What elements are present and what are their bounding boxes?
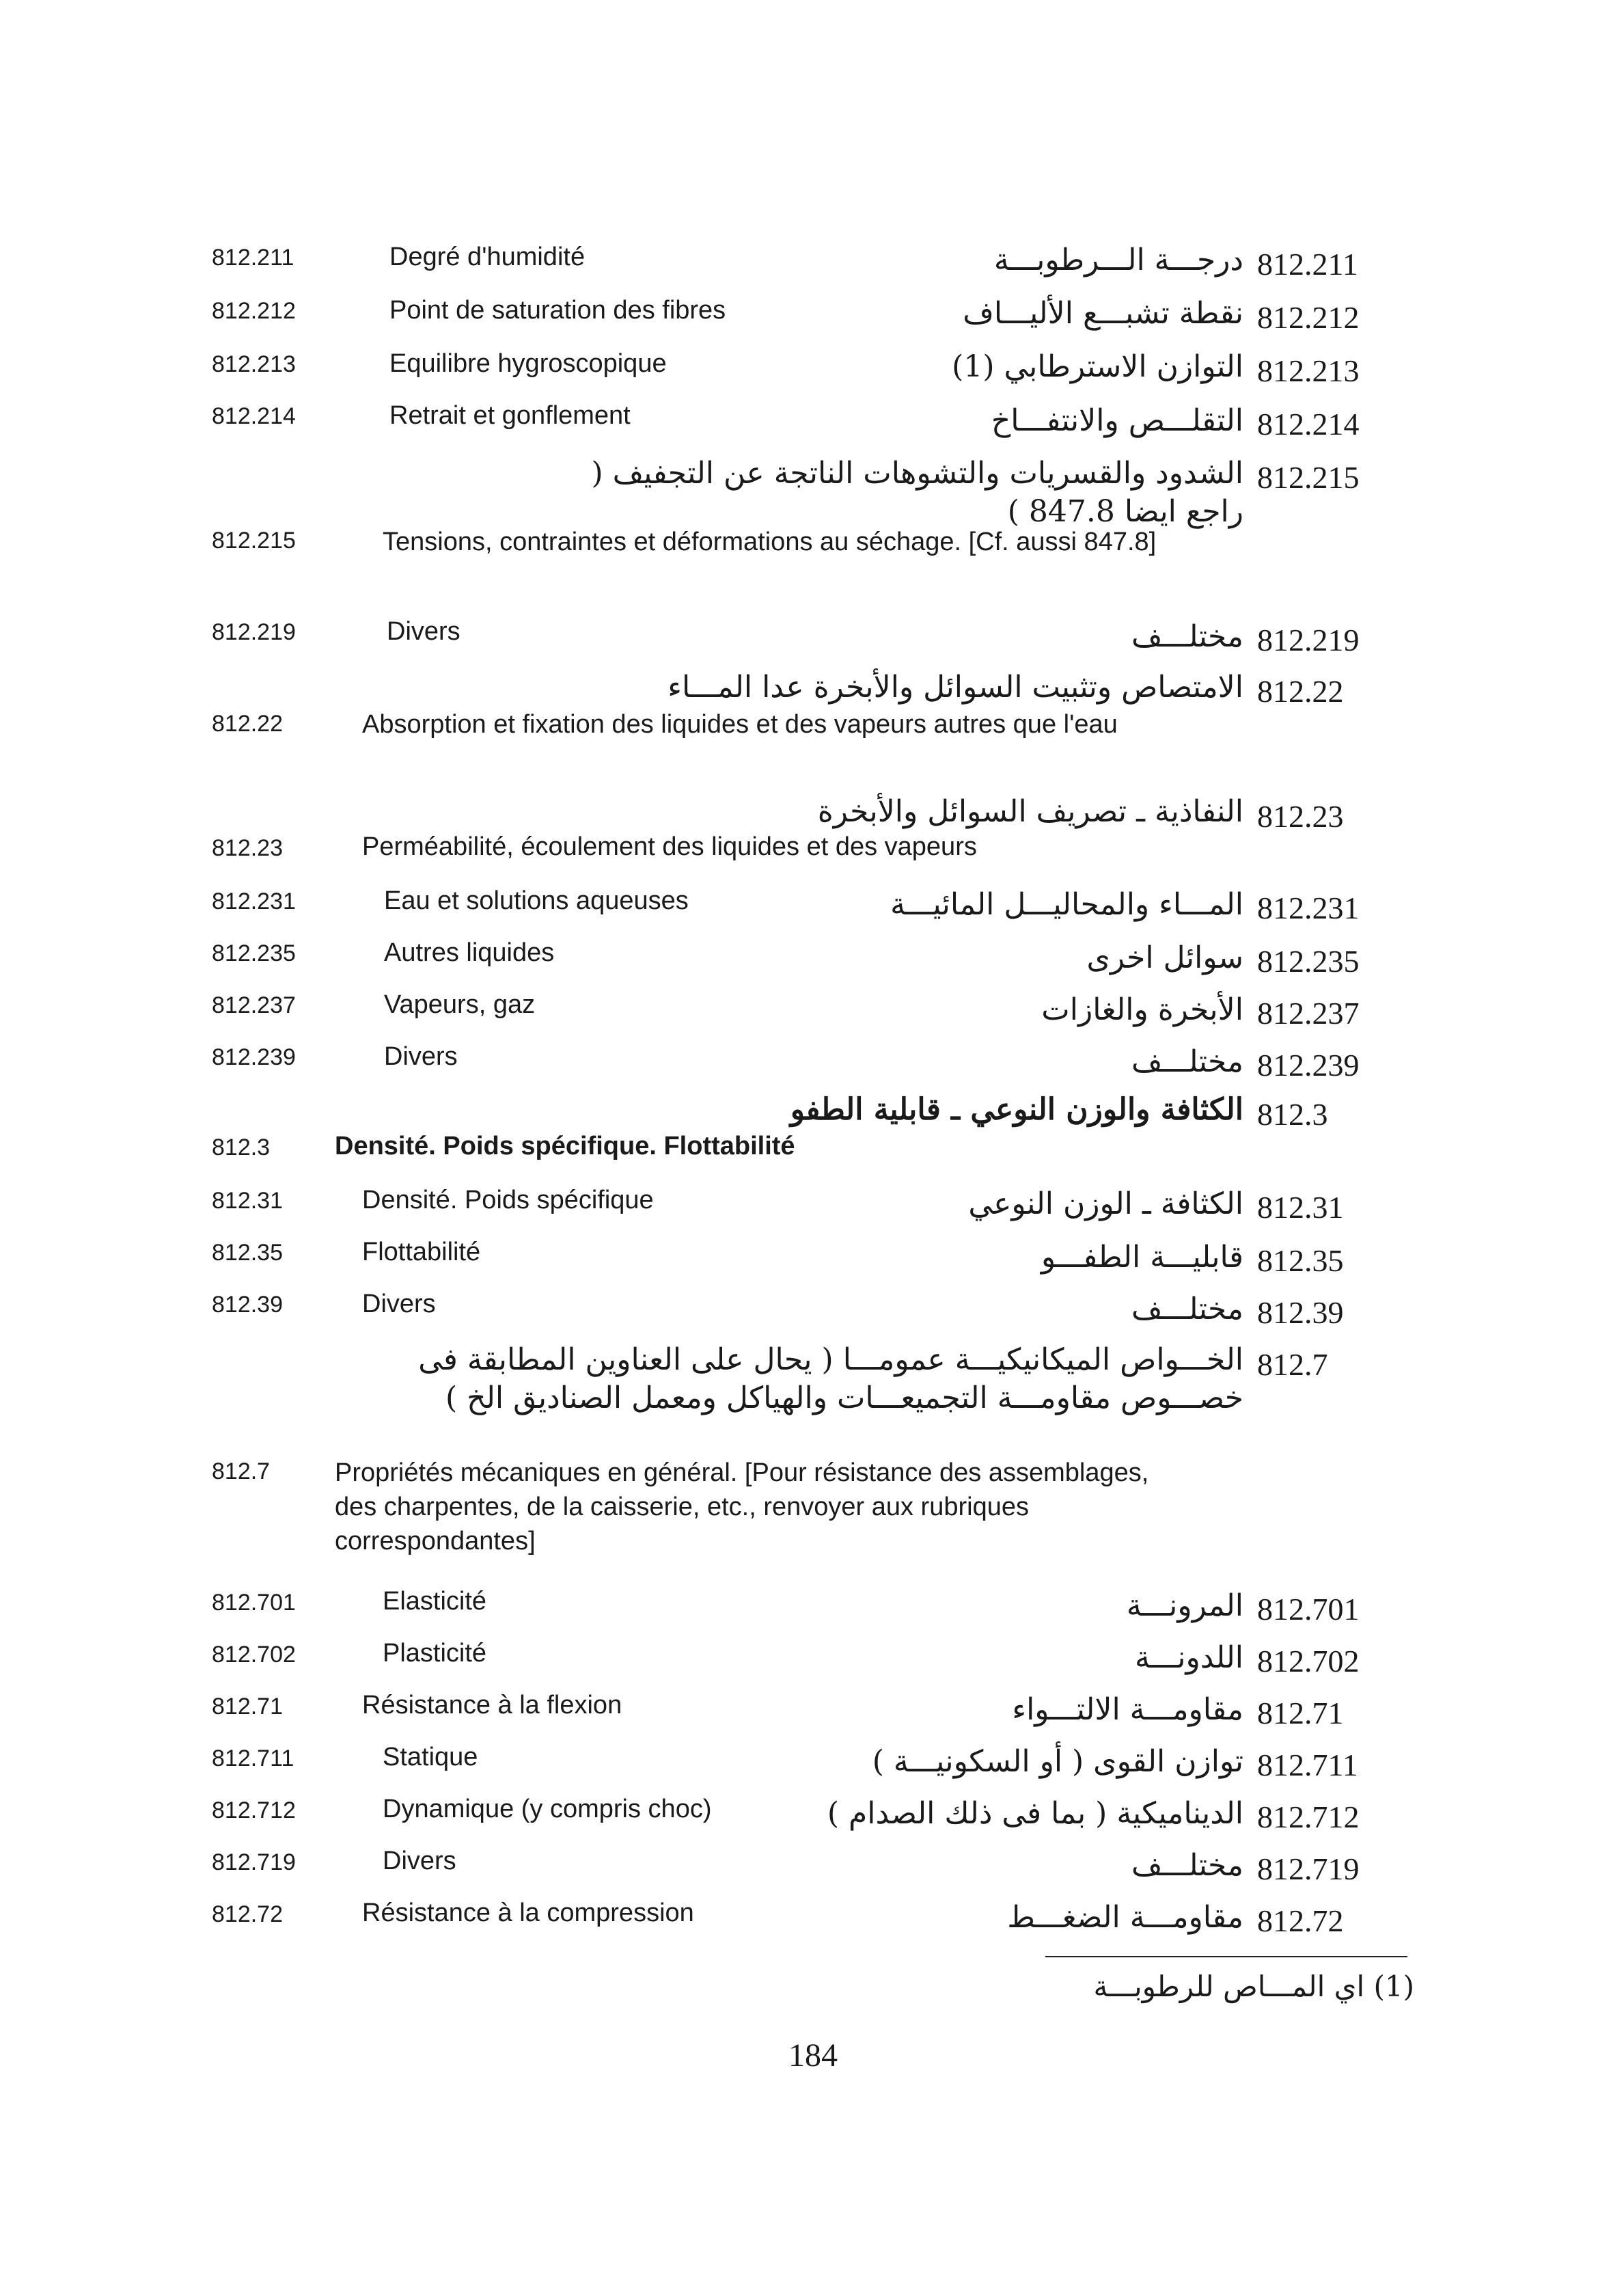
arabic-entry-number: 812.219 xyxy=(1257,623,1360,657)
arabic-entry-number: 812.35 xyxy=(1257,1243,1344,1278)
entry-number: 812.7 xyxy=(212,1458,271,1484)
entry-number: 812.702 xyxy=(212,1642,296,1668)
french-term: Point de saturation des fibres xyxy=(389,296,726,325)
french-term: Elasticité xyxy=(383,1587,487,1616)
entry-number: 812.71 xyxy=(212,1694,283,1719)
french-term: Dynamique (y compris choc) xyxy=(383,1795,712,1823)
arabic-term: سوائل اخرى xyxy=(1086,940,1243,975)
arabic-entry-number: 812.23 xyxy=(1257,799,1344,834)
french-heading: Propriétés mécaniques en général. [Pour résistance des assemblages, des charpentes, de la caisserie, etc., renvoyer aux rubriques correspondantes] xyxy=(335,1458,1149,1555)
arabic-entry-number: 812.237 xyxy=(1257,996,1360,1031)
entry-number: 812.211 xyxy=(212,245,294,271)
arabic-entry-number: 812.22 xyxy=(1257,674,1344,709)
arabic-entry-number: 812.39 xyxy=(1257,1295,1344,1330)
footnote: (1) اي المـــاص للرطوبـــة xyxy=(1093,1970,1414,2003)
entry-number: 812.212 xyxy=(212,298,296,324)
entry-number: 812.23 xyxy=(212,835,283,861)
entry-number: 812.237 xyxy=(212,992,296,1018)
french-term: Degré d'humidité xyxy=(389,243,586,271)
arabic-entry-number: 812.213 xyxy=(1257,353,1360,388)
arabic-term: المرونـــة xyxy=(1126,1588,1243,1623)
arabic-entry-number: 812.3 xyxy=(1257,1097,1328,1132)
entry-number: 812.72 xyxy=(212,1901,283,1927)
french-term: Plasticité xyxy=(383,1639,487,1668)
entry-number: 812.213 xyxy=(212,351,296,377)
arabic-term: الديناميكية ( بما فى ذلك الصدام ) xyxy=(827,1796,1243,1831)
entry-number: 812.711 xyxy=(212,1745,294,1771)
french-term: Perméabilité, écoulement des liquides et des vapeurs xyxy=(362,832,977,861)
arabic-entry-number: 812.31 xyxy=(1257,1190,1344,1225)
arabic-term: مختلـــف xyxy=(1131,1848,1243,1883)
arabic-term: مقاومـــة الضغـــط xyxy=(1007,1900,1243,1935)
french-term: Divers xyxy=(383,1847,456,1875)
french-term: Divers xyxy=(362,1290,436,1318)
arabic-entry-number: 812.72 xyxy=(1257,1903,1344,1938)
arabic-entry-number: 812.214 xyxy=(1257,407,1360,441)
arabic-entry-number: 812.231 xyxy=(1257,891,1360,925)
arabic-term: نقطة تشبـــع الأليـــاف xyxy=(963,296,1243,331)
french-term: Tensions, contraintes et déformations au séchage. [Cf. aussi 847.8] xyxy=(383,528,1157,556)
entry-number: 812.22 xyxy=(212,711,283,737)
arabic-term: درجـــة الـــرطوبـــة xyxy=(993,243,1243,277)
arabic-entry-number: 812.711 xyxy=(1257,1748,1358,1782)
arabic-entry-number: 812.7 xyxy=(1257,1347,1328,1382)
footnote-divider xyxy=(1045,1956,1407,1957)
arabic-term: التقلـــص والانتفـــاخ xyxy=(991,403,1243,438)
entry-number: 812.39 xyxy=(212,1292,283,1318)
arabic-term: الشدود والقسريات والتشوهات الناتجة عن التجفيف ( راجع ايضا 847.8 ) xyxy=(591,456,1243,529)
arabic-entry-number: 812.702 xyxy=(1257,1644,1360,1678)
arabic-term: النفاذية ـ تصريف السوائل والأبخرة xyxy=(817,794,1243,829)
entry-number: 812.35 xyxy=(212,1240,283,1266)
french-term: Divers xyxy=(384,1042,458,1071)
french-term: Résistance à la compression xyxy=(362,1899,694,1927)
entry-number: 812.31 xyxy=(212,1188,283,1214)
french-term: Flottabilité xyxy=(362,1238,481,1266)
arabic-term: مختلـــف xyxy=(1131,1044,1243,1079)
arabic-term: الامتصاص وتثبيت السوائل والأبخرة عدا المـــاء xyxy=(668,670,1243,705)
french-term: Autres liquides xyxy=(384,938,555,967)
entry-number: 812.701 xyxy=(212,1590,296,1616)
arabic-entry-number: 812.719 xyxy=(1257,1851,1360,1886)
arabic-term: مختلـــف xyxy=(1131,1292,1243,1327)
entry-number: 812.712 xyxy=(212,1797,296,1823)
french-term: Equilibre hygroscopique xyxy=(389,349,667,378)
french-term: Statique xyxy=(383,1743,478,1771)
entry-number: 812.231 xyxy=(212,888,296,914)
entry-number: 812.239 xyxy=(212,1044,296,1070)
arabic-entry-number: 812.212 xyxy=(1257,300,1360,335)
arabic-heading: الخـــواص الميكانيكيـــة عمومـــا ( يحال على العناوين المطابقة فى خصـــوص مقاومـــة التجميعـــات والهياكل ومعمل الصناديق الخ ) xyxy=(418,1342,1243,1415)
french-term: Résistance à la flexion xyxy=(362,1691,622,1719)
arabic-term: الأبخرة والغازات xyxy=(1041,992,1243,1027)
arabic-entry-number: 812.235 xyxy=(1257,944,1360,979)
arabic-entry-number: 812.215 xyxy=(1257,460,1360,495)
french-term: Retrait et gonflement xyxy=(389,401,631,430)
arabic-term: الكثافة ـ الوزن النوعي xyxy=(968,1186,1243,1221)
arabic-entry-number: 812.701 xyxy=(1257,1592,1360,1627)
entry-number: 812.219 xyxy=(212,619,296,645)
french-heading: Densité. Poids spécifique. Flottabilité xyxy=(335,1132,795,1160)
arabic-entry-number: 812.71 xyxy=(1257,1696,1344,1730)
arabic-term: قابليـــة الطفـــو xyxy=(1041,1240,1243,1275)
entry-number: 812.214 xyxy=(212,403,296,429)
entry-number: 812.719 xyxy=(212,1849,296,1875)
entry-number: 812.215 xyxy=(212,528,296,554)
french-term: Vapeurs, gaz xyxy=(384,990,536,1019)
arabic-term: اللدونـــة xyxy=(1134,1640,1243,1675)
arabic-term: التوازن الاسترطابي (1) xyxy=(952,349,1243,384)
page-number: 184 xyxy=(788,2037,838,2074)
entry-number: 812.235 xyxy=(212,940,296,966)
arabic-term: مقاومـــة الالتـــواء xyxy=(1012,1692,1243,1727)
arabic-term: توازن القوى ( أو السكونيـــة ) xyxy=(872,1744,1243,1779)
arabic-entry-number: 812.712 xyxy=(1257,1799,1360,1834)
french-term: Densité. Poids spécifique xyxy=(362,1186,654,1214)
arabic-entry-number: 812.239 xyxy=(1257,1048,1360,1083)
french-term: Divers xyxy=(387,617,460,646)
arabic-term: المـــاء والمحاليـــل المائيـــة xyxy=(890,887,1243,922)
french-term: Eau et solutions aqueuses xyxy=(384,886,689,915)
entry-number: 812.3 xyxy=(212,1134,271,1160)
french-term: Absorption et fixation des liquides et des vapeurs autres que l'eau xyxy=(362,710,1118,739)
arabic-heading: الكثافة والوزن النوعي ـ قابلية الطفو xyxy=(790,1092,1243,1127)
arabic-term: مختلـــف xyxy=(1131,619,1243,654)
arabic-entry-number: 812.211 xyxy=(1257,247,1358,282)
